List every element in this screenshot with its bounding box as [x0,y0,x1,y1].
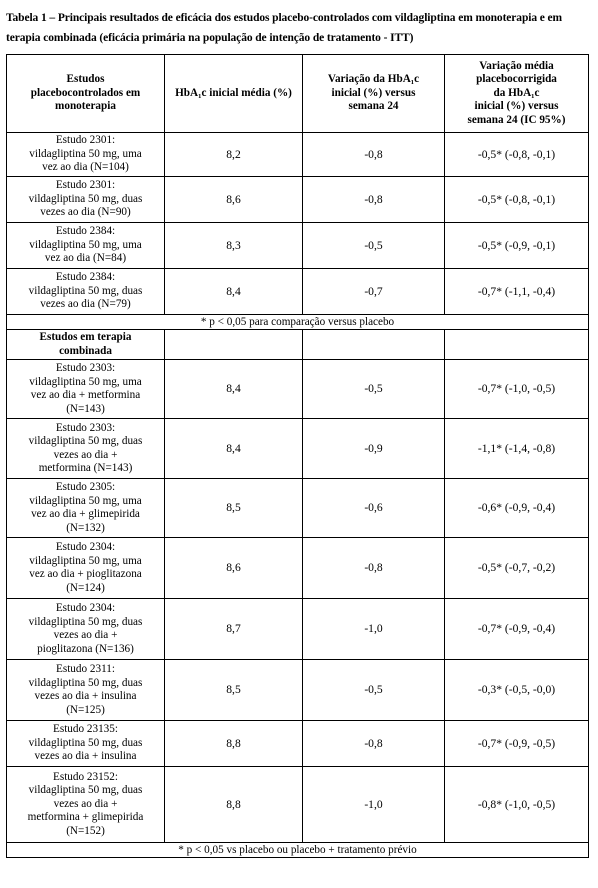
table-header-row [7,55,589,133]
placebo-corrected-cell: -0,5* (-0,8, -0,1) [445,177,589,223]
header-baseline-hba1c: HbA₁c inicial média (%) [165,55,303,133]
table-row [7,133,589,177]
study-cell: Estudo 2303: vildagliptina 50 mg, uma vez ao dia + metformina (N=143) [7,360,165,419]
table-row [7,660,589,721]
efficacy-table [6,54,589,858]
hba1c-change-cell: -0,6 [303,479,445,538]
study-cell: Estudo 2301: vildagliptina 50 mg, uma vez ao dia (N=104) [7,133,165,177]
placebo-corrected-cell: -0,8* (-1,0, -0,5) [445,767,589,843]
table-caption: Tabela 1 – Principais resultados de eficácia dos estudos placebo-controlados com vildagliptina em monoterapia e em terapia combinada (eficácia primária na população de intenção de tratamento - ITT) [6,12,563,44]
table-row [7,419,589,479]
table-row [7,360,589,419]
hba1c-change-cell: -1,0 [303,767,445,843]
combination-section-title: Estudos em terapia combinada [7,330,165,360]
note-row-combination [7,843,589,858]
study-cell: Estudo 23135: vildagliptina 50 mg, duas vezes ao dia + insulina [7,721,165,767]
hba1c-change-cell: -0,8 [303,721,445,767]
study-cell: Estudo 23152: vildagliptina 50 mg, duas vezes ao dia + metformina + glimepirida (N=152) [7,767,165,843]
monotherapy-section [7,133,589,315]
placebo-corrected-cell: -0,6* (-0,9, -0,4) [445,479,589,538]
hba1c-change-cell: -1,0 [303,599,445,660]
study-cell: Estudo 2304: vildagliptina 50 mg, uma vez ao dia + pioglitazona (N=124) [7,538,165,599]
baseline-hba1c-cell: 8,5 [165,479,303,538]
placebo-corrected-cell: -0,7* (-0,9, -0,4) [445,599,589,660]
hba1c-change-cell: -0,9 [303,419,445,479]
table-row [7,721,589,767]
baseline-hba1c-cell: 8,6 [165,177,303,223]
placebo-corrected-cell: -1,1* (-1,4, -0,8) [445,419,589,479]
combination-section [7,360,589,843]
baseline-hba1c-cell: 8,8 [165,721,303,767]
table-row [7,269,589,315]
placebo-corrected-cell: -0,7* (-0,9, -0,5) [445,721,589,767]
empty-cell [303,330,445,360]
study-cell: Estudo 2311: vildagliptina 50 mg, duas vezes ao dia + insulina (N=125) [7,660,165,721]
baseline-hba1c-cell: 8,3 [165,223,303,269]
footnote-monotherapy: * p < 0,05 para comparação versus placebo [7,315,589,330]
table-row [7,767,589,843]
study-cell: Estudo 2303: vildagliptina 50 mg, duas vezes ao dia + metformina (N=143) [7,419,165,479]
table-row [7,599,589,660]
study-cell: Estudo 2384: vildagliptina 50 mg, duas vezes ao dia (N=79) [7,269,165,315]
footnote-combination: * p < 0,05 vs placebo ou placebo + tratamento prévio [7,843,589,858]
note-row-monotherapy [7,315,589,330]
empty-cell [445,330,589,360]
hba1c-change-cell: -0,5 [303,360,445,419]
placebo-corrected-cell: -0,5* (-0,8, -0,1) [445,133,589,177]
hba1c-change-cell: -0,5 [303,660,445,721]
baseline-hba1c-cell: 8,6 [165,538,303,599]
header-placebo-corrected-change: Variação média placebocorrigida da HbA₁c inicial (%) versus semana 24 (IC 95%) [445,55,589,133]
baseline-hba1c-cell: 8,4 [165,360,303,419]
baseline-hba1c-cell: 8,2 [165,133,303,177]
study-cell: Estudo 2304: vildagliptina 50 mg, duas vezes ao dia + pioglitazona (N=136) [7,599,165,660]
placebo-corrected-cell: -0,3* (-0,5, -0,0) [445,660,589,721]
header-change-hba1c: Variação da HbA₁c inicial (%) versus semana 24 [303,55,445,133]
hba1c-change-cell: -0,8 [303,177,445,223]
table-row [7,538,589,599]
study-cell: Estudo 2305: vildagliptina 50 mg, uma vez ao dia + glimepirida (N=132) [7,479,165,538]
baseline-hba1c-cell: 8,4 [165,269,303,315]
placebo-corrected-cell: -0,7* (-1,0, -0,5) [445,360,589,419]
hba1c-change-cell: -0,5 [303,223,445,269]
combination-header-row [7,330,589,360]
placebo-corrected-cell: -0,7* (-1,1, -0,4) [445,269,589,315]
placebo-corrected-cell: -0,5* (-0,9, -0,1) [445,223,589,269]
baseline-hba1c-cell: 8,5 [165,660,303,721]
table-row [7,479,589,538]
baseline-hba1c-cell: 8,7 [165,599,303,660]
hba1c-change-cell: -0,8 [303,133,445,177]
hba1c-change-cell: -0,7 [303,269,445,315]
study-cell: Estudo 2301: vildagliptina 50 mg, duas vezes ao dia (N=90) [7,177,165,223]
header-studies: Estudos placebocontrolados em monoterapia [7,55,165,133]
baseline-hba1c-cell: 8,4 [165,419,303,479]
empty-cell [165,330,303,360]
placebo-corrected-cell: -0,5* (-0,7, -0,2) [445,538,589,599]
table-row [7,177,589,223]
hba1c-change-cell: -0,8 [303,538,445,599]
table-row [7,223,589,269]
study-cell: Estudo 2384: vildagliptina 50 mg, uma vez ao dia (N=84) [7,223,165,269]
baseline-hba1c-cell: 8,8 [165,767,303,843]
